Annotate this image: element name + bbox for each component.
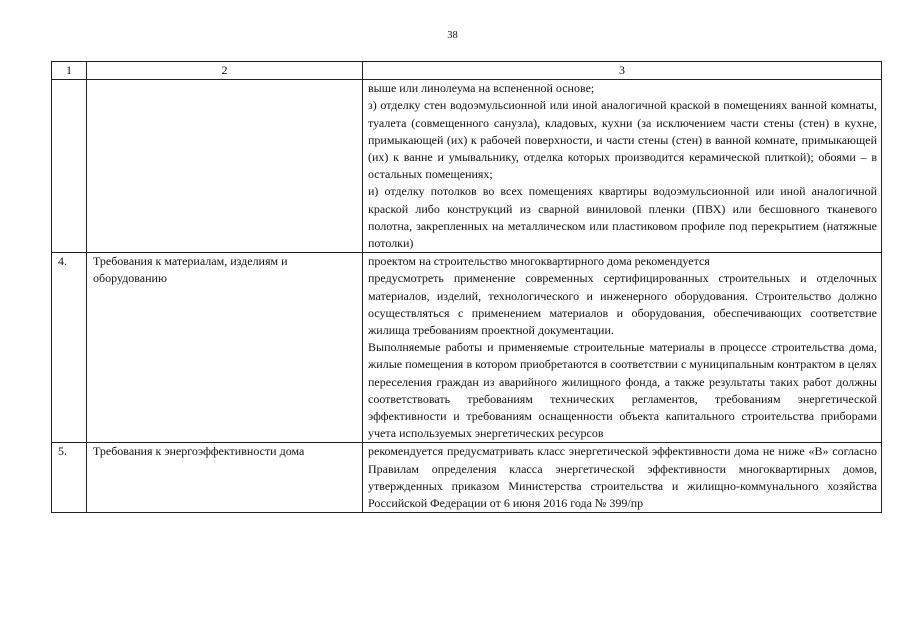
paragraph: и) отделку потолков во всех помещениях квартиры водоэмульсионной или иной аналогичной краской либо конструкций из сварной виниловой пленки (ПВХ) или бесшовного тканевого полотна, закрепленных на металлическом или пластиковом профиле под перекрытием (натяжные потолки) — [368, 184, 877, 251]
row-number — [52, 80, 87, 253]
requirements-table — [51, 61, 882, 513]
table-row — [52, 80, 882, 253]
requirement-name: Требования к материалам, изделиям и оборудованию — [87, 253, 363, 443]
row-number: 5. — [52, 443, 87, 513]
table-row — [52, 253, 882, 443]
requirement-name — [87, 80, 363, 253]
header-col-1: 1 — [52, 62, 87, 80]
requirement-text — [363, 253, 882, 443]
requirement-name: Требования к энергоэффективности дома — [87, 443, 363, 513]
paragraph: выше или линолеума на вспененной основе; — [368, 81, 595, 96]
table-row — [52, 443, 882, 513]
paragraph: з) отделку стен водоэмульсионной или иной аналогичной краской в помещениях ванной комнаты, туалета (совмещенного санузла), кладовых, кухни (за исключением части стены (стен) в кухне, примыкающей (их) к рабочей поверхности, и части стены (стен) в ванной комнате, примыкающей (их) к ванне и умывальнику, отделка которых производится керамической плиткой); обоями – в остальных помещениях; — [368, 98, 877, 182]
paragraph: проектом на строительство многоквартирного дома рекомендуется — [368, 254, 710, 269]
header-col-2: 2 — [87, 62, 363, 80]
paragraph: предусмотреть применение современных сертифицированных строительных и отделочных материалов, изделий, технологического и инженерного оборудования. Строительство должно осуществляться с применением материалов и оборудования, обеспечивающих соответствие жилища требованиям проектной документации. — [368, 271, 877, 338]
requirement-text — [363, 443, 882, 513]
row-number: 4. — [52, 253, 87, 443]
page-number: 38 — [447, 30, 458, 41]
requirement-text — [363, 80, 882, 253]
table-header-row — [52, 62, 882, 80]
header-col-3: 3 — [363, 62, 882, 80]
paragraph: Выполняемые работы и применяемые строительные материалы в процессе строительства дома, жилые помещения в котором приобретаются в соответствии с муниципальным контрактом в целях переселения граждан из аварийного жилищного фонда, а также результаты таких работ должны соответствовать требованиям технических регламентов, требованиям энергетической эффективности и требованиям оснащенности объекта капитального строительства приборами учета используемых энергетических ресурсов — [368, 340, 877, 441]
paragraph: рекомендуется предусматривать класс энергетической эффективности дома не ниже «В» согласно Правилам определения класса энергетической эффективности многоквартирных домов, утвержденных приказом Министерства строительства и жилищно-коммунального хозяйства Российской Федерации от 6 июня 2016 года № 399/пр — [368, 444, 877, 511]
